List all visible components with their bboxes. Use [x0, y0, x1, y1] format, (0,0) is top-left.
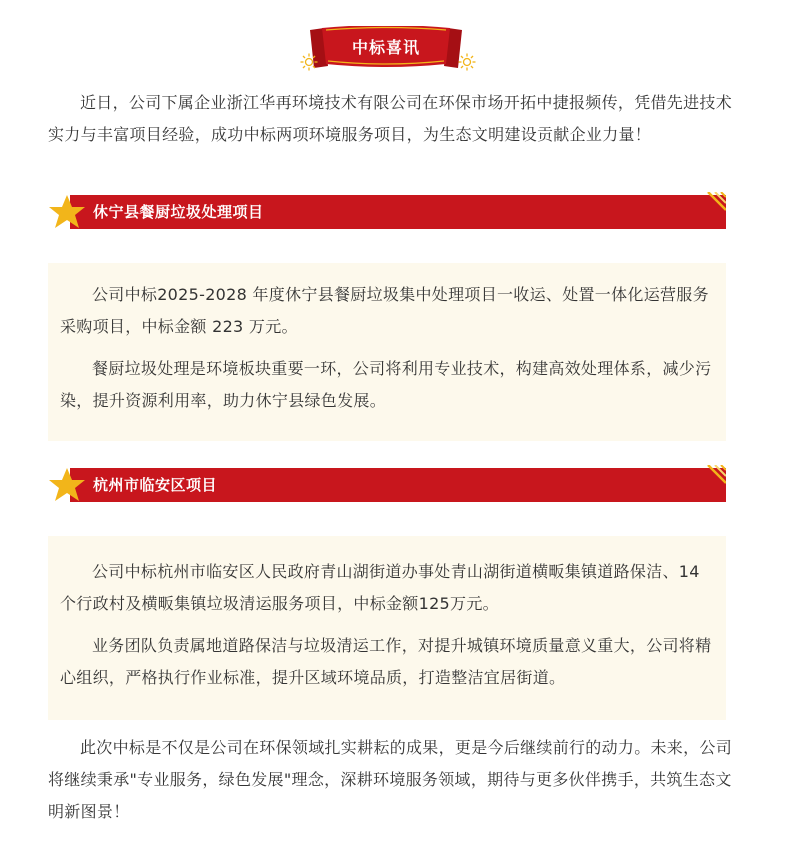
corner-decoration-icon [702, 465, 726, 491]
corner-decoration-icon [702, 192, 726, 218]
section-header-xiuning [48, 192, 726, 232]
section-title: 休宁县餐厨垃圾处理项目 [93, 203, 264, 221]
project-award-paragraph: 公司中标2025-2028 年度休宁县餐厨垃圾集中处理项目一收运、处置一体化运营服务采购项目，中标金额 223 万元。 [60, 285, 709, 336]
intro-paragraph: 近日，公司下属企业浙江华再环境技术有限公司在环保市场开拓中捷报频传，凭借先进技术实力与丰富项目经验，成功中标两项环境服务项目，为生态文明建设贡献企业力量！ [48, 93, 733, 144]
headline-banner [310, 26, 462, 74]
closing-paragraph: 此次中标是不仅是公司在环保领域扎实耕耘的成果，更是今后继续前行的动力。未来，公司将继续秉承"专业服务，绿色发展"理念，深耕环境服务领域，期待与更多伙伴携手，共筑生态文明新图景！ [48, 738, 733, 821]
project-award-paragraph: 公司中标杭州市临安区人民政府青山湖街道办事处青山湖街道横畈集镇道路保洁、14 个行政村及横畈集镇垃圾清运服务项目，中标金额125万元。 [60, 562, 700, 613]
project-detail-paragraph: 餐厨垃圾处理是环境板块重要一环，公司将利用专业技术，构建高效处理体系，减少污染，提升资源利用率，助力休宁县绿色发展。 [60, 359, 712, 410]
project-card-xiuning [48, 263, 726, 441]
sun-ornament-icon [300, 53, 318, 71]
section-header-linan [48, 465, 726, 505]
headline-title: 中标喜讯 [351, 38, 420, 57]
star-icon [48, 194, 86, 230]
project-detail-paragraph: 业务团队负责属地道路保洁与垃圾清运工作，对提升城镇环境质量意义重大，公司将精心组织，严格执行作业标准，提升区域环境品质，打造整洁宜居街道。 [60, 636, 712, 687]
project-card-linan [48, 536, 726, 720]
sun-ornament-icon [458, 53, 476, 71]
section-title: 杭州市临安区项目 [93, 476, 218, 494]
star-icon [48, 467, 86, 503]
